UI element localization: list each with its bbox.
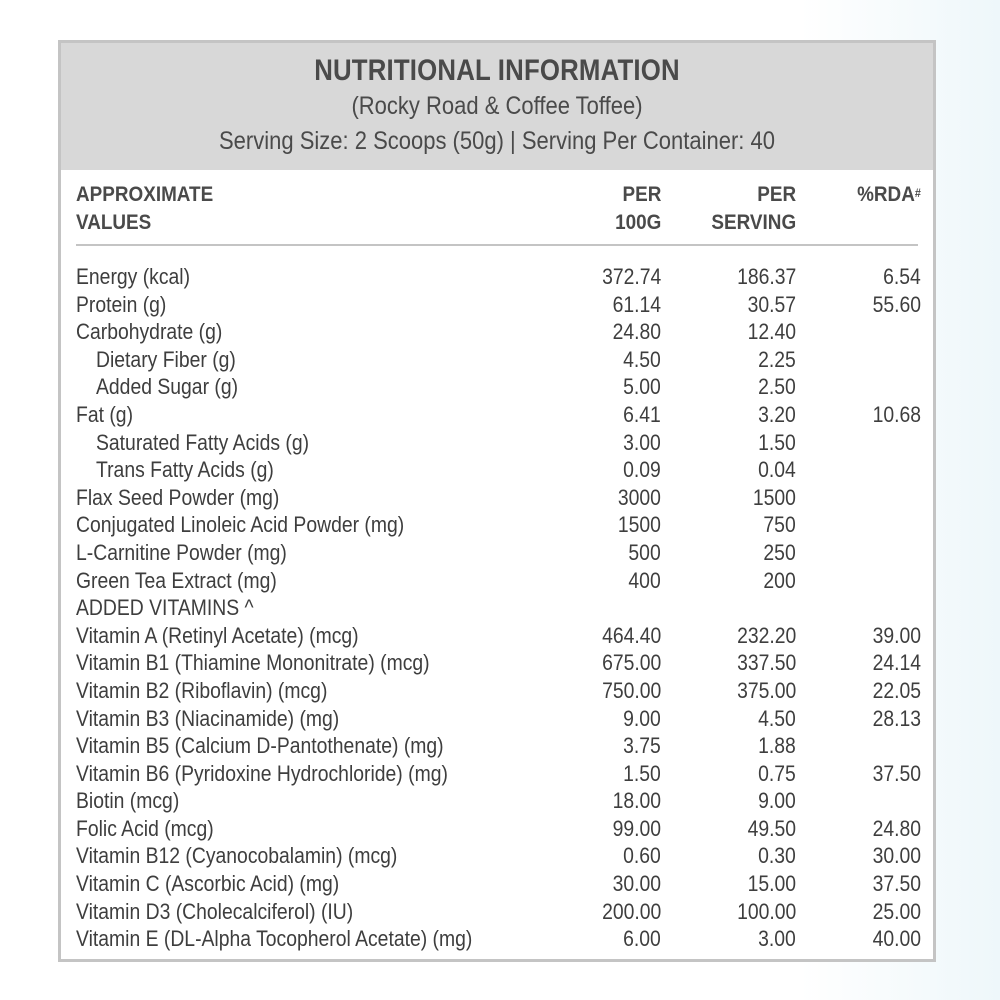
column-header-per-100g: PER 100G [614,183,661,234]
value-per-serving: 4.50 [758,705,796,731]
table-row [61,898,933,926]
value-per-100g: 1.50 [623,760,661,786]
value-per-100g: 500 [628,539,661,565]
table-row [61,677,933,705]
column-header-values: APPROXIMATE VALUES [76,183,214,234]
table-row [61,429,933,457]
nutrient-name: Fat (g) [76,401,134,427]
value-rda: 25.00 [872,898,921,924]
value-per-serving: 49.50 [747,815,796,841]
value-per-serving: 15.00 [747,871,796,897]
nutrient-name: Vitamin C (Ascorbic Acid) (mg) [76,871,340,897]
value-per-serving: 100.00 [736,898,796,924]
value-per-serving: 375.00 [736,677,796,703]
value-per-serving: 1.50 [758,429,796,455]
nutrient-name: Dietary Fiber (g) [96,346,236,372]
value-per-100g: 5.00 [623,374,661,400]
nutrient-name: Carbohydrate (g) [76,319,223,345]
nutrient-name: Vitamin B6 (Pyridoxine Hydrochloride) (mg) [76,760,448,786]
table-row [61,594,933,622]
value-per-serving: 337.50 [736,650,796,676]
column-headers [61,181,933,251]
value-per-100g: 30.00 [612,871,661,897]
table-row [61,373,933,401]
value-per-serving: 186.37 [736,264,796,289]
value-per-100g: 18.00 [612,788,661,814]
value-rda: 55.60 [872,291,921,317]
value-rda: 10.68 [872,401,921,427]
value-per-100g: 1500 [617,512,661,538]
nutrient-name: Vitamin B2 (Riboflavin) (mcg) [76,677,328,703]
table-row [61,925,933,953]
column-header-rda [857,181,921,209]
nutrient-name: ADDED VITAMINS ^ [76,595,254,621]
table-row [61,456,933,484]
value-rda: 37.50 [872,871,921,897]
value-per-serving: 2.50 [758,374,796,400]
nutrient-name: Added Sugar (g) [96,374,239,400]
nutrient-name: Vitamin B3 (Niacinamide) (mg) [76,705,340,731]
value-per-100g: 6.41 [623,401,661,427]
value-per-100g: 3.75 [623,733,661,759]
value-per-100g: 0.09 [623,457,661,483]
nutrient-name: L-Carnitine Powder (mg) [76,539,287,565]
value-per-100g: 675.00 [601,650,661,676]
table-row [61,787,933,815]
value-rda: 39.00 [872,622,921,648]
value-per-100g: 464.40 [601,622,661,648]
table-row [61,842,933,870]
table-row [61,484,933,512]
value-per-serving: 3.00 [758,926,796,952]
value-per-serving: 9.00 [758,788,796,814]
value-rda: 28.13 [872,705,921,731]
value-per-serving: 232.20 [736,622,796,648]
table-row [61,567,933,595]
nutrient-name: Vitamin B1 (Thiamine Mononitrate) (mcg) [76,650,430,676]
value-per-100g: 61.14 [612,291,661,317]
value-per-100g: 3000 [617,484,661,510]
table-row [61,318,933,346]
value-per-serving: 200 [763,567,796,593]
value-per-serving: 250 [763,539,796,565]
nutrient-name: Biotin (mcg) [76,788,180,814]
table-row [61,622,933,650]
nutrient-name: Vitamin B12 (Cyanocobalamin) (mcg) [76,843,398,869]
value-per-serving: 12.40 [747,319,796,345]
table-row [61,263,933,291]
value-per-100g: 3.00 [623,429,661,455]
nutrient-name: Saturated Fatty Acids (g) [96,429,310,455]
nutrient-name: Flax Seed Powder (mg) [76,484,280,510]
table-row [61,815,933,843]
rda-footnote-mark: # [914,186,921,200]
serving-info: Serving Size: 2 Scoops (50g) | Serving Per Container: 40 [218,127,775,155]
value-per-100g: 400 [628,567,661,593]
value-per-100g: 9.00 [623,705,661,731]
table-row [61,401,933,429]
value-rda: 22.05 [872,677,921,703]
nutrient-name: Green Tea Extract (mg) [76,567,277,593]
value-per-100g: 200.00 [601,898,661,924]
table-row [61,649,933,677]
nutrient-name: Vitamin B5 (Calcium D-Pantothenate) (mg) [76,733,444,759]
value-per-serving: 0.30 [758,843,796,869]
value-per-100g: 372.74 [601,264,661,289]
header-divider [76,244,918,246]
value-rda: 37.50 [872,760,921,786]
nutrient-name: Trans Fatty Acids (g) [96,457,274,483]
table-row [61,760,933,788]
value-per-100g: 6.00 [623,926,661,952]
table-row [61,291,933,319]
value-per-serving: 3.20 [758,401,796,427]
value-per-100g: 750.00 [601,677,661,703]
value-rda: 40.00 [872,926,921,952]
value-per-serving: 1.88 [758,733,796,759]
value-per-100g: 4.50 [623,346,661,372]
panel-header [61,43,933,170]
value-per-100g: 24.80 [612,319,661,345]
table-row [61,705,933,733]
table-row [61,732,933,760]
table-row [61,511,933,539]
nutrient-name: Vitamin D3 (Cholecalciferol) (IU) [76,898,354,924]
value-per-serving: 0.04 [758,457,796,483]
panel-title: NUTRITIONAL INFORMATION [314,54,680,87]
value-rda: 30.00 [872,843,921,869]
nutrient-name: Conjugated Linoleic Acid Powder (mg) [76,512,405,538]
nutrient-rows [61,263,933,953]
table-row [61,346,933,374]
column-header-per-serving: PER SERVING [711,183,796,234]
value-per-serving: 750 [763,512,796,538]
table-row [61,870,933,898]
value-per-serving: 1500 [752,484,796,510]
nutrient-name: Protein (g) [76,291,167,317]
nutrient-name: Vitamin E (DL-Alpha Tocopherol Acetate) (mg) [76,926,473,952]
value-per-100g: 0.60 [623,843,661,869]
nutrient-name: Folic Acid (mcg) [76,815,214,841]
nutrient-name: Energy (kcal) [76,264,191,289]
table-row [61,539,933,567]
value-rda: 24.80 [872,815,921,841]
value-per-serving: 0.75 [758,760,796,786]
nutrient-name: Vitamin A (Retinyl Acetate) (mcg) [76,622,359,648]
value-rda: 6.54 [883,264,921,289]
value-per-serving: 30.57 [747,291,796,317]
value-per-serving: 2.25 [758,346,796,372]
nutrition-panel [58,40,936,962]
value-per-100g: 99.00 [612,815,661,841]
value-rda: 24.14 [872,650,921,676]
rda-label: %RDA [857,183,915,206]
panel-subtitle: (Rocky Road & Coffee Toffee) [351,92,643,120]
